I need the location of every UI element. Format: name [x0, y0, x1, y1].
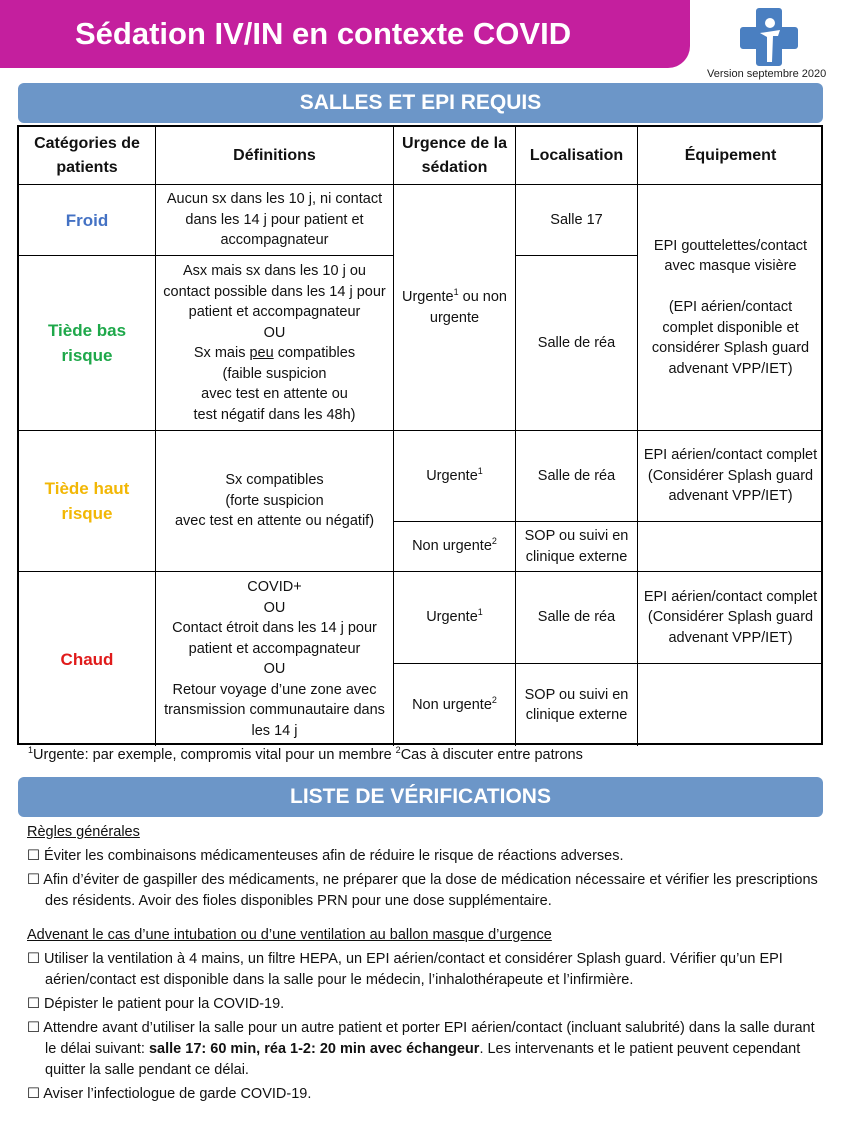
checklist-item-text: Aviser l’infectiologue de garde COVID-19. [43, 1086, 312, 1102]
checkbox-icon[interactable]: ☐ [27, 848, 40, 864]
urgence-chaud-non-urgente [394, 664, 516, 746]
footnote-marker-1: 1 [28, 745, 34, 756]
urgence-label: Non urgente [412, 538, 492, 555]
definition-tiede-haut-risque: Sx compatibles (forte suspicion avec test en attente ou négatif) [156, 431, 394, 572]
footnote-text-1: Urgente: par exemple, compromis vital pour un membre [33, 747, 396, 763]
header-categories: Catégories de patients [19, 127, 156, 185]
equipement-tiede-haut-non-urgente [638, 522, 823, 572]
footnote-ref: 1 [453, 287, 459, 298]
checklist-item [27, 870, 827, 912]
category-tiede-haut-risque: Tiède haut risque [19, 431, 156, 572]
checkbox-icon[interactable]: ☐ [27, 1086, 40, 1102]
intubation-heading: Advenant le cas d’une intubation ou d’une ventilation au ballon masque d’urgence [27, 927, 552, 943]
checklist-item-text: Afin d’éviter de gaspiller des médicaments, ne préparer que la dose de médication nécessaire et vérifier les prescriptions des résidents. Avoir des fioles disponibles PRN pour une dose supplémentaire. [43, 872, 818, 909]
footnote-marker-2: 2 [395, 745, 401, 756]
urgence-chaud-urgente [394, 572, 516, 664]
checklist-item [27, 949, 827, 991]
checkbox-icon[interactable]: ☐ [27, 951, 40, 967]
category-tiede-bas-risque: Tiède bas risque [19, 256, 156, 431]
checklist-item-text: Dépister le patient pour la COVID-19. [44, 996, 285, 1012]
definition-underline: peu [249, 345, 274, 361]
footnote-ref: 1 [477, 607, 483, 618]
section-title-salles-epi: SALLES ET EPI REQUIS [18, 83, 823, 123]
equipement-chaud-non-urgente [638, 664, 823, 746]
definition-tiede-bas-risque [156, 256, 394, 431]
checkbox-icon[interactable]: ☐ [27, 872, 40, 888]
urgence-label: Urgente [426, 609, 478, 626]
definition-part-1: Asx mais sx dans les 10 j ou contact possible dans les 14 j pour patient et accompagnateur OU Sx mais [163, 263, 386, 361]
checkbox-icon[interactable]: ☐ [27, 1020, 40, 1036]
checklist-item [27, 1018, 827, 1081]
localisation-tiede-haut-non-urgente: SOP ou suivi en clinique externe [516, 522, 638, 572]
header-localisation: Localisation [516, 127, 638, 185]
definition-froid: Aucun sx dans les 10 j, ni contact dans les 14 j pour patient et accompagnateur [156, 185, 394, 256]
urgence-tiede-haut-non-urgente [394, 522, 516, 572]
equipement-froid-tiede-bas: EPI gouttelettes/contact avec masque visière (EPI aérien/contact complet disponible et considérer Splash guard advenant VPP/IET) [638, 185, 823, 431]
checklist-item [27, 1084, 827, 1105]
localisation-tiede-bas-risque: Salle de réa [516, 256, 638, 431]
urgence-tiede-haut-urgente [394, 431, 516, 522]
checklist-item-text: Éviter les combinaisons médicamenteuses afin de réduire le risque de réactions adverses. [44, 848, 624, 864]
checklist-item [27, 846, 827, 867]
checklist-item-text-pre: Attendre avant d’utiliser la salle pour un autre patient et porter EPI aérien/contact (incluant salubrité) dans la salle durant le délai suivant: [43, 1020, 815, 1057]
equipement-tiede-haut-urgente: EPI aérien/contact complet (Considérer Splash guard advenant VPP/IET) [638, 431, 823, 522]
header-equipement: Équipement [638, 127, 823, 185]
salles-epi-table [17, 125, 823, 745]
footnote-text-2: Cas à discuter entre patrons [400, 747, 583, 763]
medical-cross-logo-icon [738, 6, 800, 68]
urgence-label: Urgente [426, 467, 478, 484]
header-urgence: Urgence de la sédation [394, 127, 516, 185]
localisation-chaud-non-urgente: SOP ou suivi en clinique externe [516, 664, 638, 746]
localisation-froid: Salle 17 [516, 185, 638, 256]
table-footnote [28, 747, 583, 763]
section-title-verifications: LISTE DE VÉRIFICATIONS [18, 777, 823, 817]
checklist-item-text: Utiliser la ventilation à 4 mains, un filtre HEPA, un EPI aérien/contact et considérer Splash guard. Vérifier qu’un EPI aérien/contact est disponible dans la salle pour le médecin, l’inhalothérapeute et l’infirmière. [44, 951, 783, 988]
footnote-ref: 2 [491, 694, 497, 705]
version-label: Version septembre 2020 [707, 68, 827, 80]
urgence-froid-tiede-bas [394, 185, 516, 431]
footnote-ref: 1 [477, 465, 483, 476]
footnote-ref: 2 [491, 536, 497, 547]
checklist-item-text-post: . Les intervenants et le patient peuvent cependant quitter la salle pendant ce délai. [45, 1041, 801, 1078]
urgence-label: Urgente [402, 289, 454, 305]
checklist [27, 822, 827, 1105]
page-title: Sédation IV/IN en contexte COVID [0, 0, 690, 68]
checklist-item [27, 994, 827, 1015]
checklist-item-text-bold: salle 17: 60 min, réa 1-2: 20 min avec échangeur [148, 1041, 480, 1057]
equipement-chaud-urgente: EPI aérien/contact complet (Considérer Splash guard advenant VPP/IET) [638, 572, 823, 664]
category-chaud: Chaud [19, 572, 156, 746]
urgence-label-rest: ou non urgente [429, 289, 507, 326]
urgence-label: Non urgente [412, 696, 492, 713]
category-froid: Froid [19, 185, 156, 256]
localisation-tiede-haut-urgente: Salle de réa [516, 431, 638, 522]
definition-chaud: COVID+ OU Contact étroit dans les 14 j pour patient et accompagnateur OU Retour voyage d’une zone avec transmission communautaire dans les 14 j [156, 572, 394, 746]
header-definitions: Définitions [156, 127, 394, 185]
general-rules-heading: Règles générales [27, 824, 140, 840]
localisation-chaud-urgente: Salle de réa [516, 572, 638, 664]
definition-part-2: compatibles (faible suspicion avec test en attente ou test négatif dans les 48h) [193, 345, 356, 423]
checkbox-icon[interactable]: ☐ [27, 996, 40, 1012]
